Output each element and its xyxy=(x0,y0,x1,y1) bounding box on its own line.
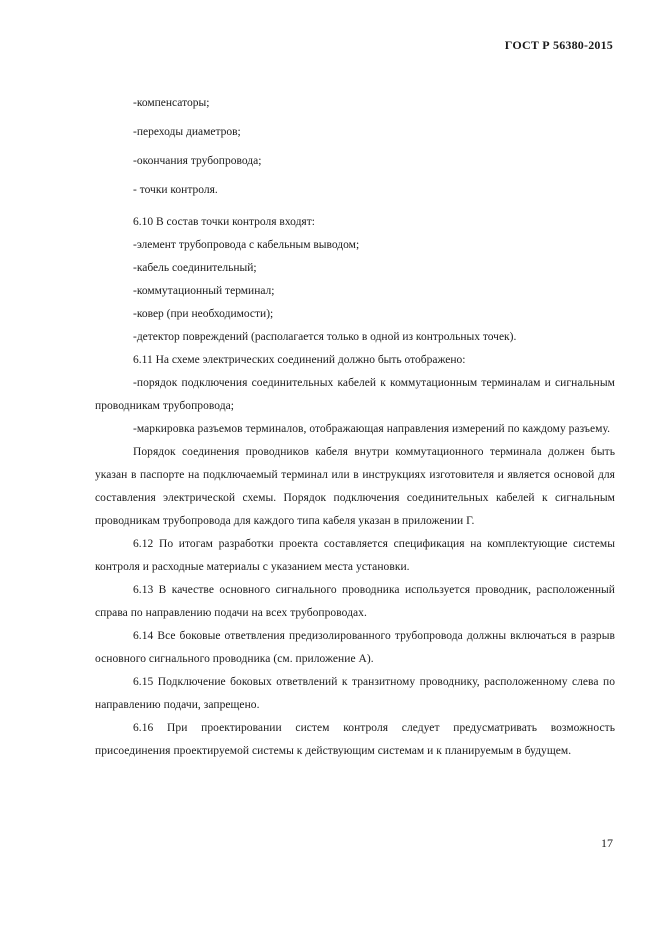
section-6-10-item: -детектор повреждений (располагается только в одной из контрольных точек). xyxy=(133,331,517,343)
section-6-11-paragraph: Порядок соединения проводников кабеля внутри коммутационного терминала должен быть указан в паспорте на подключаемый терминал или в инструкциях изготовителя и является основой для составления электрической схемы. Порядок подключения соединительных кабелей к сигнальным проводникам трубопровода для каждого типа кабеля указан в приложении Г. xyxy=(95,446,615,527)
section-6-10-item: -кабель соединительный; xyxy=(133,262,257,274)
section-6-11-item-2: -маркировка разъемов терминалов, отображающая направления измерений по каждому разъему. xyxy=(133,423,611,435)
section-6-11-heading: 6.11 На схеме электрических соединений должно быть отображено: xyxy=(133,354,466,366)
list-item-compensators: -компенсаторы; xyxy=(133,97,210,109)
section-6-13: 6.13 В качестве основного сигнального проводника используется проводник, расположенный справа по направлению подачи на всех трубопроводах. xyxy=(95,584,615,619)
section-6-10-item: -ковер (при необходимости); xyxy=(133,308,274,320)
page-content xyxy=(95,92,615,763)
section-6-10-heading: 6.10 В состав точки контроля входят: xyxy=(133,216,315,228)
section-6-14: 6.14 Все боковые ответвления предизолированного трубопровода должны включаться в разрыв основного сигнального проводника (см. приложение А). xyxy=(95,630,615,665)
section-6-10-item: -коммутационный терминал; xyxy=(133,285,275,297)
section-6-15: 6.15 Подключение боковых ответвлений к транзитному проводнику, расположенному слева по направлению подачи, запрещено. xyxy=(95,676,615,711)
list-item-pipeline-ends: -окончания трубопровода; xyxy=(133,155,262,167)
section-6-16: 6.16 При проектировании систем контроля следует предусматривать возможность присоединения проектируемой системы к действующим системам и к планируемым в будущем. xyxy=(95,722,615,757)
section-6-11-item-1: -порядок подключения соединительных кабелей к коммутационным терминалам и сигнальным проводникам трубопровода; xyxy=(95,377,615,412)
standard-header: ГОСТ Р 56380-2015 xyxy=(504,38,613,52)
section-6-10-item: -элемент трубопровода с кабельным выводом; xyxy=(133,239,360,251)
page-number: 17 xyxy=(601,836,613,850)
list-item-control-points: - точки контроля. xyxy=(133,184,218,196)
list-item-diameter-transitions: -переходы диаметров; xyxy=(133,126,241,138)
section-6-12: 6.12 По итогам разработки проекта составляется спецификация на комплектующие системы контроля и расходные материалы с указанием места установки. xyxy=(95,538,615,573)
